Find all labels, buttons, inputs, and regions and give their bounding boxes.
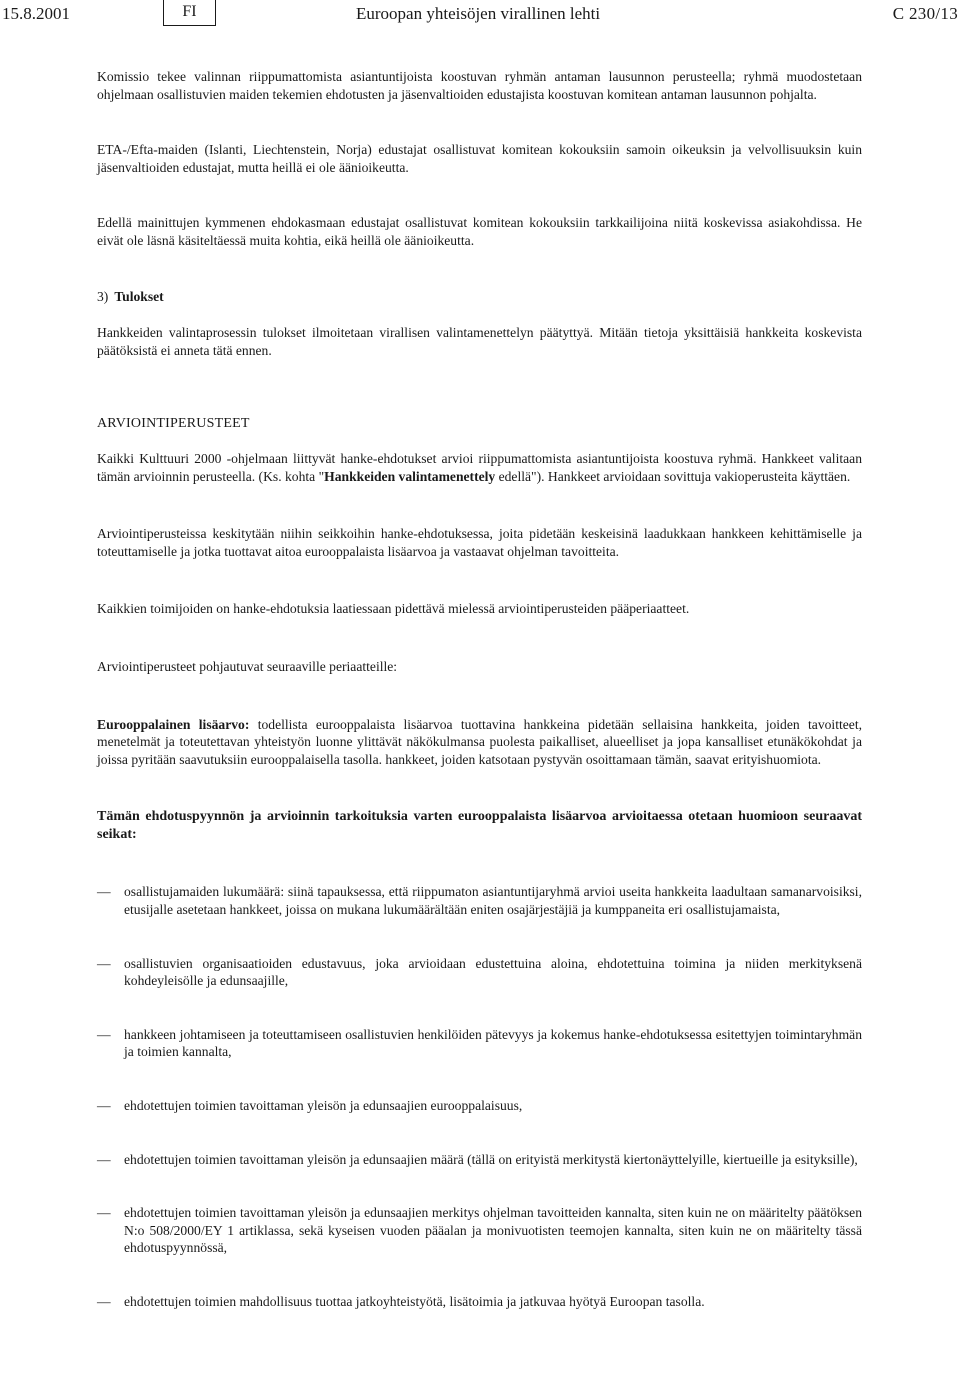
section-heading-results (97, 288, 862, 306)
page-header (0, 0, 960, 34)
criteria-intro-text-a: Kaikki Kulttuuri 2000 -ohjelmaan liittyvät hanke-ehdotukset arvioi riippumattomista asiantuntijoista koostuva ryhmä. Hankkeet valitaan tämän arvioinnin perusteella. (Ks. kohta " (97, 450, 862, 484)
list-item-text: hankkeen johtamiseen ja toteuttamiseen osallistuvien henkilöiden pätevyys ja kokemus hanke-ehdotuksessa esitettyjen toimintaryhmän ja toimien kannalta, (124, 1026, 862, 1060)
section-number: 3) (97, 288, 109, 304)
dash-marker: — (97, 955, 111, 971)
list-item (97, 883, 862, 918)
paragraph-candidate-countries: Edellä mainittujen kymmenen ehdokasmaan edustajat osallistuvat komitean kokouksiin tarkkailijoina niitä koskevissa asiakohdissa. He eivät ole läsnä käsiteltäessä muita kohtia, eikä heillä ole äänioikeutta. (97, 215, 862, 248)
criteria-heading: ARVIOINTIPERUSTEET (97, 416, 250, 432)
dash-marker: — (97, 884, 111, 900)
list-item (97, 1097, 862, 1115)
list-item (97, 955, 862, 990)
criteria-intro-text-b: edellä"). Hankkeet arvioidaan sovittuja vakioperusteita käyttäen. (495, 468, 851, 484)
journal-title: Euroopan yhteisöjen virallinen lehti (356, 4, 601, 23)
criteria-list (97, 883, 862, 1310)
document-body (97, 68, 862, 1311)
list-item (97, 1293, 862, 1311)
added-value-text: todellista eurooppalaista lisäarvoa tuottavina hankkeina pidetään sellaisina hankkeita, joiden tavoitteet, menetelmät ja toteutettavan yhteistyön luonne ylittävät näkökulmansa puolesta paikalliset, alueelliset ja jopa kansalliset etunäkökohdat ja joissa pyritään saavutuksiin eurooppalaisella tasolla. hankkeet, joiden katsotaan pystyvän osoittamaan tämän, saavat erityishuomiota. (97, 716, 863, 767)
paragraph-selection: Komissio tekee valinnan riippumattomista asiantuntijoista koostuvan ryhmän antaman lausunnon perusteella; ryhmä muodostetaan ohjelmaan osallistuvien maiden tekemien ehdotusten ja jäsenvaltioiden edustajista koostuvan komitean antaman lausunnon pohjalta. (97, 69, 862, 102)
publication-date: 15.8.2001 (2, 4, 70, 23)
list-item-text: osallistuvien organisaatioiden edustavuus, joka arvioidaan edustettuina aloina, ehdotettuina toimina ja niiden merkityksenä kohdeyleisölle ja edunsaajille, (124, 955, 862, 989)
list-item-text: ehdotettujen toimien mahdollisuus tuottaa jatkoyhteistyötä, lisätoimia ja jatkuvaa hyötyä Euroopan tasolla. (124, 1294, 705, 1309)
evaluation-bold-heading: Tämän ehdotuspyynnön ja arvioinnin tarkoituksia varten eurooppalaista lisäarvoa arvioitaessa otetaan huomioon seuraavat seikat: (97, 809, 862, 842)
paragraph-criteria-intro (97, 450, 862, 485)
list-item-text: ehdotettujen toimien tavoittaman yleisön ja edunsaajien eurooppalaisuus, (124, 1098, 523, 1114)
list-item-text: osallistujamaiden lukumäärä: siinä tapauksessa, että riippumaton asiantuntijaryhmä arvioi useita hankkeita laadultaan samanarvoisiksi, etusijalle asetetaan hankkeet, joissa on mukana lukumäärältään eniten osajärjestäjiä ja kumppaneita eri osallistujamaista, (124, 884, 862, 918)
added-value-lead: Eurooppalainen lisäarvo: (97, 716, 250, 732)
paragraph-eta-efta: ETA-/Efta-maiden (Islanti, Liechtenstein, Norja) edustajat osallistuvat komitean kokouksiin samoin oikeuksin ja velvollisuuksin kuin jäsenvaltioiden edustajat, mutta heillä ei ole äänioikeutta. (97, 142, 862, 175)
criteria-intro-bold: Hankkeiden valintamenettely (324, 468, 496, 484)
list-item (97, 1204, 862, 1257)
dash-marker: — (97, 1294, 111, 1309)
page-reference: C 230/13 (892, 4, 958, 23)
list-item (97, 1026, 862, 1061)
list-item (97, 1151, 862, 1169)
language-tab: FI (163, 0, 216, 26)
paragraph-criteria-principles: Kaikkien toimijoiden on hanke-ehdotuksia laatiessaan pidettävä mielessä arviointiperusteiden pääperiaatteet. (97, 601, 690, 617)
paragraph-criteria-focus: Arviointiperusteissa keskitytään niihin seikkoihin hanke-ehdotuksessa, joita pidetään keskeisinä laadukkaan hankkeen kehittämiselle ja toteuttamiselle ja jotka tuottavat aitoa eurooppalaista lisäarvoa ja vastaavat ohjelman tavoitteita. (97, 526, 862, 559)
list-item-text: ehdotettujen toimien tavoittaman yleisön ja edunsaajien määrä (tällä on erityistä merkitystä kiertonäyttelyille, kiertueille ja esityksille), (124, 1151, 858, 1167)
dash-marker: — (97, 1151, 111, 1167)
paragraph-results: Hankkeiden valintaprosessin tulokset ilmoitetaan virallisen valintamenettelyn päätyttyä. Mitään tietoja yksittäisiä hankkeita koskevista päätöksistä ei anneta tätä ennen. (97, 325, 862, 358)
paragraph-criteria-basis: Arviointiperusteet pohjautuvat seuraaville periaatteille: (97, 658, 398, 674)
dash-marker: — (97, 1026, 111, 1042)
list-item-text: ehdotettujen toimien tavoittaman yleisön ja edunsaajien merkitys ohjelman tavoitteiden kannalta, siten kuin ne on määritelty päätöksen N:o 508/2000/EY 1 artiklassa, sekä kyseisen vuoden pääalan ja monivuotisten teemojen kannalta, siten kuin ne on määritelty tässä ehdotuspyynnössä, (124, 1205, 862, 1256)
section-title: Tulokset (114, 288, 164, 304)
paragraph-european-added-value (97, 716, 862, 769)
dash-marker: — (97, 1098, 111, 1114)
dash-marker: — (97, 1205, 111, 1221)
